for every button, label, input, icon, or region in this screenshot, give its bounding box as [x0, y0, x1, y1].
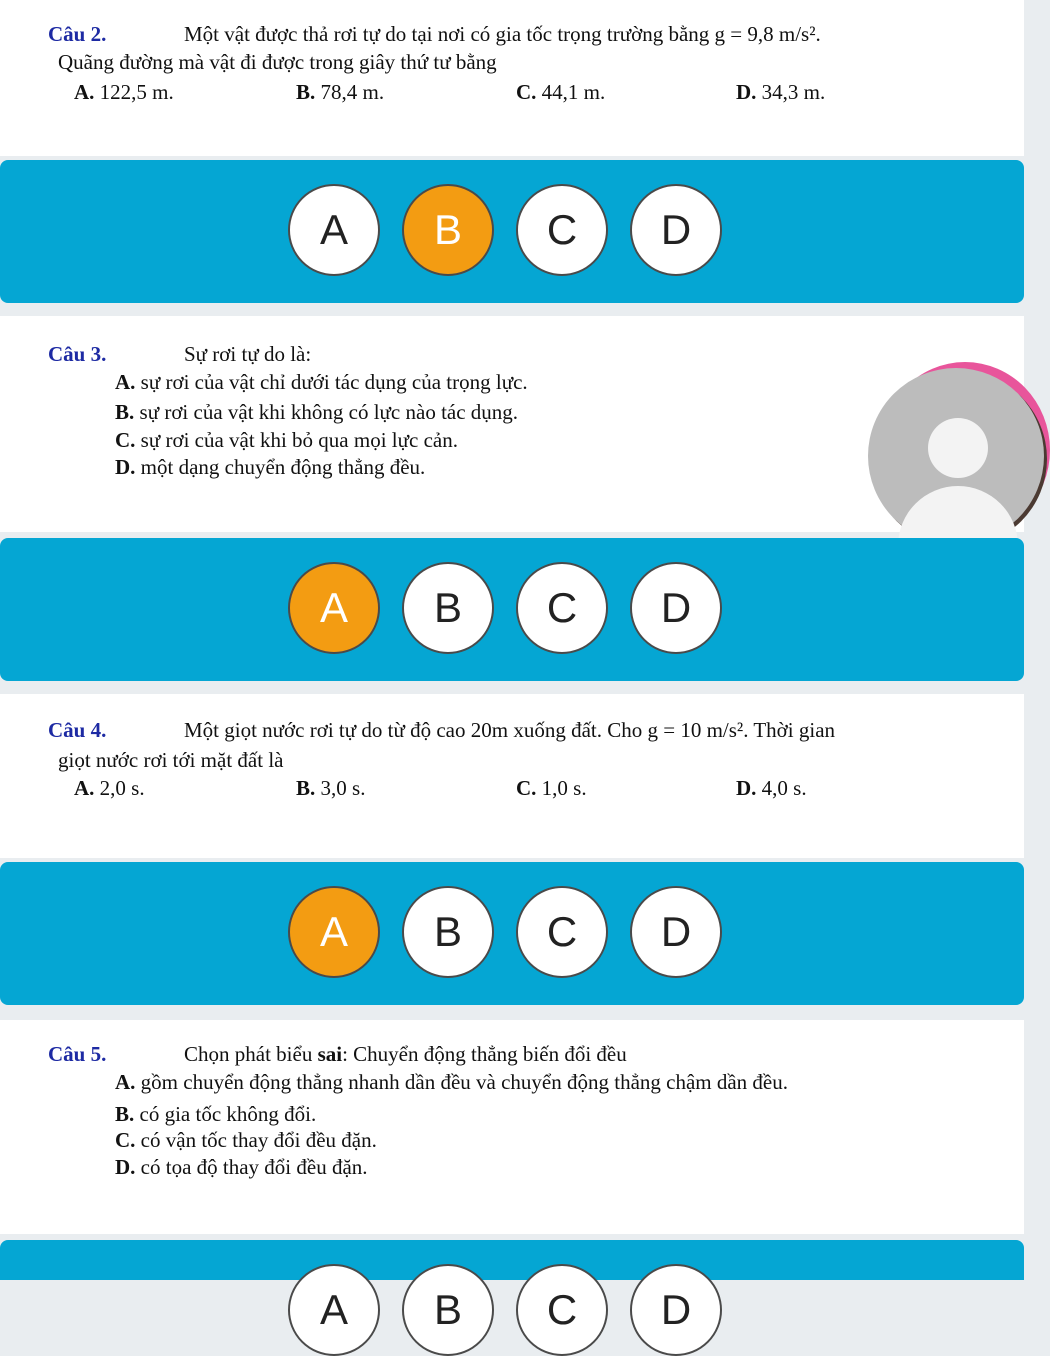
question-card-5 — [0, 1020, 1024, 1234]
option-b: B. 78,4 m. — [296, 80, 385, 104]
answer-button-b[interactable]: B — [402, 886, 494, 978]
option-a: A. 122,5 m. — [74, 80, 174, 104]
option-a: A. 2,0 s. — [74, 776, 145, 800]
question-stem-cont: giọt nước rơi tới mặt đất là — [58, 748, 284, 772]
answer-button-a[interactable]: A — [288, 562, 380, 654]
answer-button-c[interactable]: C — [516, 562, 608, 654]
question-stem: Chọn phát biểu sai: Chuyển động thẳng biến đổi đều — [184, 1042, 627, 1066]
avatar-head — [928, 418, 988, 478]
answer-button-a[interactable]: A — [288, 1264, 380, 1356]
answer-band-q4 — [0, 862, 1024, 1005]
option-c: C. 1,0 s. — [516, 776, 587, 800]
option-d: D. có tọa độ thay đổi đều đặn. — [115, 1155, 368, 1179]
answer-button-d[interactable]: D — [630, 1264, 722, 1356]
option-d: D. một dạng chuyển động thẳng đều. — [115, 455, 426, 479]
answer-button-d[interactable]: D — [630, 562, 722, 654]
answer-button-c[interactable]: C — [516, 1264, 608, 1356]
question-card-3 — [0, 316, 1024, 532]
answer-band-q3 — [0, 538, 1024, 681]
question-stem: Sự rơi tự do là: — [184, 342, 312, 366]
question-label: Câu 2. — [48, 22, 107, 46]
user-avatar-icon[interactable] — [868, 368, 1044, 544]
answer-button-b[interactable]: B — [402, 184, 494, 276]
answer-button-b[interactable]: B — [402, 1264, 494, 1356]
option-b: B. sự rơi của vật khi không có lực nào tác dụng. — [115, 400, 519, 424]
option-c: C. sự rơi của vật khi bỏ qua mọi lực cản. — [115, 428, 458, 452]
question-card-2 — [0, 0, 1024, 156]
option-a: A. gồm chuyển động thẳng nhanh dần đều và chuyển động thẳng chậm dần đều. — [115, 1070, 789, 1094]
question-card-4 — [0, 694, 1024, 858]
option-d: D. 4,0 s. — [736, 776, 807, 800]
answer-button-c[interactable]: C — [516, 886, 608, 978]
answer-band-q5 — [0, 1240, 1024, 1333]
answer-button-b[interactable]: B — [402, 562, 494, 654]
option-b: B. 3,0 s. — [296, 776, 366, 800]
option-c: C. 44,1 m. — [516, 80, 606, 104]
question-label: Câu 3. — [48, 342, 107, 366]
answer-button-d[interactable]: D — [630, 886, 722, 978]
answer-band-q2 — [0, 160, 1024, 303]
answer-button-a[interactable]: A — [288, 184, 380, 276]
question-stem-cont: Quãng đường mà vật đi được trong giây thứ tư bằng — [58, 50, 497, 74]
option-c: C. có vận tốc thay đổi đều đặn. — [115, 1128, 377, 1152]
answer-button-a[interactable]: A — [288, 886, 380, 978]
answer-button-d[interactable]: D — [630, 184, 722, 276]
option-b: B. có gia tốc không đổi. — [115, 1102, 317, 1126]
answer-button-c[interactable]: C — [516, 184, 608, 276]
option-d: D. 34,3 m. — [736, 80, 826, 104]
option-a: A. sự rơi của vật chỉ dưới tác dụng của trọng lực. — [115, 370, 528, 394]
question-stem: Một vật được thả rơi tự do tại nơi có gia tốc trọng trường bằng g = 9,8 m/s². — [184, 22, 821, 46]
question-label: Câu 5. — [48, 1042, 107, 1066]
question-label: Câu 4. — [48, 718, 107, 742]
question-stem: Một giọt nước rơi tự do từ độ cao 20m xuống đất. Cho g = 10 m/s². Thời gian — [184, 718, 836, 742]
